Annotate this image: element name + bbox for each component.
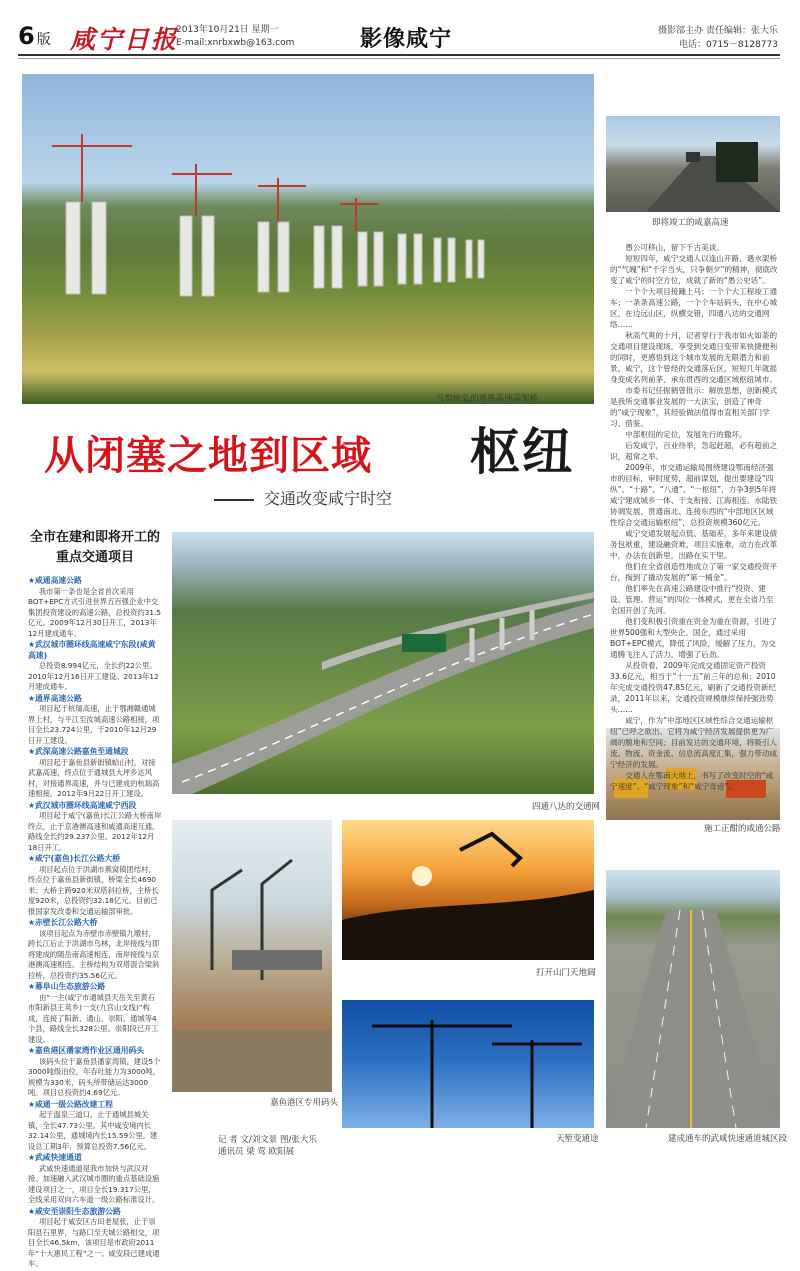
article-paragraph: 他们变积极引资重在资金为重在资源，引进了世界500强和大型央企、国企，通过采用BOT+EPC模式，降低了风险，缓解了压力，为交通腾飞注入了活力，增强了后劲。 <box>610 617 778 659</box>
headline-key: 枢纽 <box>470 422 574 481</box>
article-paragraph: 2009年，市交通运输局围绕建设鄂南经济强市的目标，审时度势，超前谋划，提出要建设“四纵”、“十路”、“八通”、“一枢纽”，力争3到5年将咸宁建成城乡一体、干支衔接、江海相连、水陆铁协调发展、贯通南北、连接东西的“中部地区区域性综合交通运输枢纽”，总投资规模360亿元。 <box>610 463 778 527</box>
project-name: ★武咸快速通道 <box>28 1153 82 1162</box>
crane-photo <box>342 1000 594 1128</box>
road-photo <box>606 870 780 1128</box>
article-paragraph: 中部枢纽的定位，发展先行的撒坏。 <box>625 430 747 439</box>
construction-caption: 施工正酣的咸通公路 <box>704 824 781 834</box>
issue-info <box>176 24 294 50</box>
project-description: 起于温泉三道口，止于通城县城关镇，全长47.73公里。其中咸安境内长32.14公里，通城境内长15.59公里。建设总工期3年，预算总投资7.56亿元。 <box>28 1110 158 1151</box>
port-caption: 嘉鱼港区专用码头 <box>270 1098 339 1108</box>
article-paragraph: 咸宁交通发展起点低、基础差，多年来建设债务包袱重，建设融资难，项目实施难，动力在改革中，办法在创新里，出路在实干里。 <box>610 529 778 560</box>
expressway-caption: 即将竣工的咸嘉高速 <box>652 218 729 228</box>
project-description: 由“一主(咸宁市通城县天岳关至黄石市阳新县王英乡)一支(九宫山支线)”构成，连接了阳新、通山、崇阳、通城等4个县，路线全长328公里。崇阳段已开工建设。 <box>28 992 159 1044</box>
credits-reporters: 记 者 文/刘文景 图/张大乐 <box>218 1135 317 1145</box>
paver-illustration <box>606 116 780 212</box>
article-paragraph: 短短四年，咸宁交通人以逢山开路、遇水架桥的“气魄”和“千字当头，只争朝夕”的精神，彻底改变了咸宁的时空方位，成就了新的“愚公史话”。 <box>610 254 778 285</box>
article-paragraph: 咸宁，作为“中部地区区域性综合交通运输枢纽”已呼之欲出。它将为咸宁经济发展提供更为广阔的腹地和空间；目前发达的交通环境，将吸引人流、物流、资金流、信息流高度汇集，强力带动咸宁经济的发展。 <box>610 716 778 769</box>
project-description: 项目起点位于洪湖市燕窝镇团结村，终点位于嘉鱼县新街镇，桥梁全长4690米；大桥主跨920米双塔斜拉桥，主桥长度920米，总投资约32.18亿元。目前已报国家发改委和交通运输部审批。 <box>28 864 159 916</box>
road-illustration <box>606 870 780 1128</box>
issue-date: 2013年10月21日 星期一 <box>176 25 279 35</box>
article-paragraph: 后发咸宁，百业待举，急起赶超，必有超前之识，超常之举。 <box>610 441 778 461</box>
project-name: ★通界高速公路 <box>28 693 82 703</box>
project-description: 项目起于嘉鱼县新街镇蛤山村，对接武嘉高速，终点位于通城县大坪乡达风村，对接通界高速，并与已建成的杭瑞高速相接。2012年9月22日开工建设。 <box>28 757 160 798</box>
credits-correspondents: 通讯员 梁 莺 欧阳展 <box>218 1147 295 1157</box>
port-illustration <box>172 820 332 1092</box>
article-paragraph: 从投资看，2009年完成交通固定资产投资33.6亿元，相当于“十一五”前三年的总和；2010年完成交通投资47.85亿元，刷新了交通投资新纪录，2011年以来，交通投资规模继续保持强劲势头…… <box>610 661 777 714</box>
crane-illustration <box>342 1000 594 1128</box>
article-paragraph: 秋高气爽的十月，记者穿行于我市如火如荼的交通项目建设现场，享受到交通日变带来快捷便利的同时，更感悟到这个城市发展的无限潜力和前景。咸宁，这个曾经的交通落后区，短短几年就摇身变成名列前茅、承东贯西的交通区域枢纽城市。 <box>610 331 778 384</box>
project-name: ★幕阜山生态旅游公路 <box>28 982 106 991</box>
project-name: ★咸宁(嘉鱼)长江公路大桥 <box>28 854 121 863</box>
subheadline: 交通改变咸宁时空 <box>214 486 392 509</box>
highway-caption: 四通八达的交通网 <box>532 802 601 812</box>
tunnel-caption: 打开山门天地阔 <box>536 968 596 978</box>
headline-main: 从闭塞之地到区域 <box>44 433 372 479</box>
project-name: ★武汉城市圈环线高速咸宁西段 <box>28 800 137 810</box>
article-paragraph: 市委书记任振鹤曾批示：解放思想，创新模式是我所交通事业发展的一大法宝，创造了神奇的“咸宁现象”，其经验做法值得市直相关部门学习、借鉴。 <box>610 386 778 428</box>
highway-illustration <box>172 532 594 794</box>
credits <box>218 1134 317 1158</box>
project-description: 该项目起点为赤壁市赤壁镇九墩村，跨长江后止于洪湖市乌林，北岸接线与即将建成的随岳南高速相连，南岸接线与京港澳高速相连。主桥结构为双塔混合梁斜拉桥，总投资约35.56亿元。 <box>28 928 160 980</box>
article-paragraph: 他们在全省创造性地成立了第一家交通投资平台，掏到了撬动发展的“第一桶金”。 <box>610 562 778 582</box>
article-paragraph: 愚公可移山，留下千古美谈。 <box>625 243 724 252</box>
project-list-title: 全市在建和即将开工的重点交通项目 <box>29 530 160 565</box>
excavator-illustration <box>342 820 594 960</box>
subhead-dash <box>214 499 254 501</box>
page-number: 6 版 <box>18 22 51 50</box>
road-caption: 建成通车的武咸快速通道城区段 <box>668 1134 788 1144</box>
article-paragraph: 他们率先在高速公路建设中推行“投资、建设、管理、营运”的四位一体模式，更在全省乃至全国开创了先河。 <box>610 584 774 615</box>
editor-line: 摄影部主办 责任编辑：张大乐 <box>658 26 778 36</box>
project-name: ★武汉城市圈环线高速咸宁东段(咸黄高速) <box>28 640 156 660</box>
project-name: ★咸安至崇阳生态旅游公路 <box>28 1206 121 1216</box>
article-paragraph: 一个个大项目接踵上马；一个个大工程竣工通车；一条条高速公路，一个个车站码头，在中心城区，在边远山区，纵横交错，四通八达的交通网络…… <box>610 287 778 329</box>
tunnel-photo <box>342 820 594 960</box>
phone-line: 电话：0715－8128773 <box>679 40 778 50</box>
project-description: 该码头位于嘉鱼县潘家湾镇，建设5个3000吨级泊位，年吞吐能力为3000吨，规模为330米，码头所带储运达3000吨。项目总投资约4.69亿元。 <box>28 1056 161 1097</box>
crane-caption: 天堑变通途 <box>556 1134 599 1144</box>
project-description: 项目起于咸宁(嘉鱼)长江公路大桥南岸终点，止于京港澳高速和咸通高速互通。路线全长约29.237公里。2012年12月18日开工。 <box>28 811 162 852</box>
editor-info <box>658 24 778 52</box>
project-description: 项目起于咸安区古田老屋张，止于崇阳县石里界，与路口至天城公路相交，项目全长46.5km，该项目是市政府2011年“十大惠民工程”之一。咸安段已建成通车。 <box>28 1217 160 1268</box>
masthead-rule-thin <box>18 58 780 59</box>
port-photo <box>172 820 332 1092</box>
bridge-illustration <box>22 74 594 404</box>
masthead-rule <box>18 54 780 56</box>
project-description: 总投资8.994亿元，全长约22公里。2010年12月16日开工建设。2013年12月建成通车。 <box>28 661 159 691</box>
article-body <box>610 242 778 792</box>
article-paragraph: 交通人在鄂南大地上，书写了改变时空的“咸宁速度”、“咸宁现象”和“咸宁奇迹”。 <box>610 771 774 791</box>
newspaper-logo: 咸宁日报 <box>70 25 179 54</box>
project-description: 武咸快速通道是我市加快与武汉对接、加速融入武汉城市圈的重点基础设施建设项目之一，项目全长19.317公里，全线采用双向六车道一级公路标准设计。 <box>28 1163 160 1204</box>
bridge-photo <box>22 74 594 404</box>
project-name: ★咸通高速公路 <box>28 576 82 585</box>
project-description: 项目起于杭瑞高速，止于鄂湘赣通城界上村，与平江至汝城高速公路相接，项目全长23.724公里，于2010年12月29日开工建设。 <box>28 704 160 745</box>
bridge-caption: 气势恢弘的通界高速高架桥 <box>436 394 539 404</box>
highway-photo <box>172 532 594 794</box>
project-name: ★赤壁长江公路大桥 <box>28 918 98 927</box>
project-name: ★武深高速公路嘉鱼至通城段 <box>28 747 129 756</box>
project-name: ★嘉鱼港区潘家湾作业区通用码头 <box>28 1046 145 1055</box>
expressway-photo <box>606 116 780 212</box>
issue-email: E-mail:xnrbxwb@163.com <box>176 38 295 48</box>
project-list <box>28 576 162 1271</box>
project-description: 我市第一条也是全省首次采用BOT+EPC方式引进世界五百强企业中交集团投资建设的高速公路，总投资约31.5亿元。2009年12月30日开工，2013年12月建成通车。 <box>28 586 161 638</box>
section-title: 影像咸宁 <box>360 27 453 52</box>
project-name: ★咸通一级公路改建工程 <box>28 1099 113 1109</box>
